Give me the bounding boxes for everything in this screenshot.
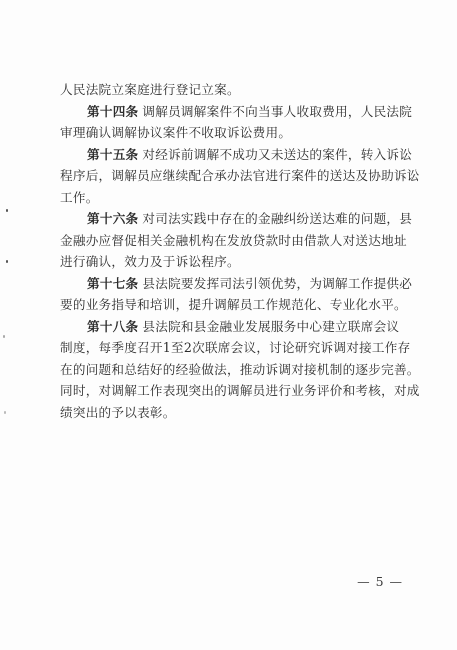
text-line: 金融办应督促相关金融机构在发放贷款时由借款人对送达地址 (60, 232, 407, 248)
text-span: 县法院和县金融业发展服务中心建立联席会议 (142, 318, 400, 334)
scan-speck (4, 411, 6, 414)
text-span: 县法院要发挥司法引领优势，为调解工作提供必 (142, 275, 413, 291)
text-line: 制度，每季度召开1至2次联席会议，讨论研究诉调对接工作存 (60, 340, 411, 355)
article-heading: 第十七条 (87, 275, 139, 291)
text-line: 在的问题和总结好的经验做法，推动诉调对接机制的逐步完善。 (60, 361, 420, 377)
text-line: 审理确认调解协议案件不收取诉讼费用。 (60, 125, 292, 140)
article-heading: 第十五条 (87, 146, 139, 162)
text-span: 调解员调解案件不向当事人收取费用，人民法院 (142, 103, 413, 119)
article-heading: 第十六条 (87, 211, 139, 226)
page-number: — 5 — (357, 574, 403, 589)
text-line: 进行确认，效力及于诉讼程序。 (60, 254, 240, 269)
scan-speck (6, 260, 8, 263)
article-18-line (60, 316, 406, 338)
text-line: 要的业务指导和培训，提升调解员工作规范化、专业化水平。 (60, 297, 407, 312)
text-line: 同时，对调解工作表现突出的调解员进行业务评价和考核，对成 (60, 383, 420, 398)
article-16-line (60, 208, 413, 230)
scan-speck (3, 335, 5, 338)
text-span: 对司法实践中存在的金融纠纷送达难的问题，县 (142, 211, 413, 226)
article-14-line (60, 101, 413, 123)
text-span: 对经诉前调解不成功又未送达的案件，转入诉讼 (142, 146, 413, 162)
scan-speck (6, 209, 8, 212)
text-line: 绩突出的予以表彰。 (60, 404, 176, 420)
text-line: 程序后，调解员应继续配合承办法官进行案件的送达及协助诉讼 (60, 168, 420, 183)
article-heading: 第十四条 (87, 103, 139, 119)
document-body (60, 79, 420, 423)
article-15-line (60, 144, 413, 166)
text-line: 工作。 (60, 189, 99, 205)
article-heading: 第十八条 (87, 318, 139, 334)
article-17-line (60, 273, 413, 295)
text-line: 人民法院立案庭进行登记立案。 (60, 82, 240, 97)
